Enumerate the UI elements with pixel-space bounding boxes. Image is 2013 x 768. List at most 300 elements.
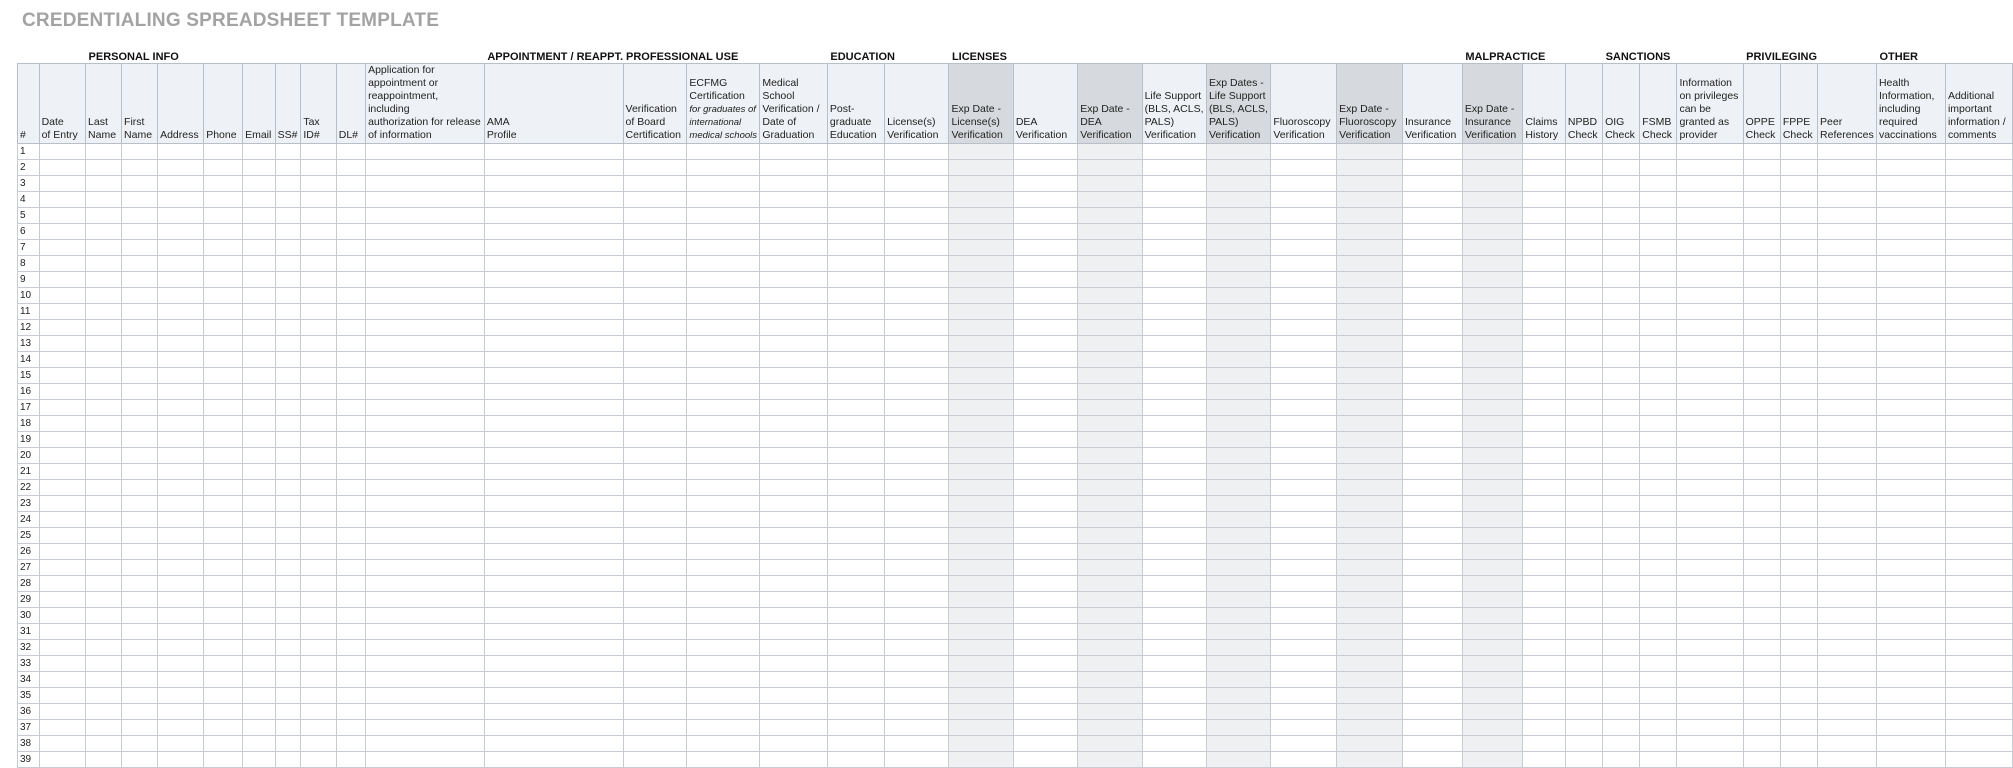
table-cell[interactable] (1640, 720, 1677, 736)
table-cell[interactable] (1603, 256, 1640, 272)
table-cell[interactable] (366, 560, 485, 576)
table-cell[interactable] (1078, 736, 1142, 752)
table-cell[interactable] (1818, 560, 1877, 576)
table-cell[interactable] (275, 512, 301, 528)
table-cell[interactable] (366, 496, 485, 512)
table-cell[interactable] (1013, 368, 1077, 384)
table-cell[interactable] (243, 496, 276, 512)
table-cell[interactable] (827, 688, 884, 704)
table-cell[interactable] (1945, 592, 2012, 608)
table-cell[interactable] (1523, 384, 1565, 400)
table-cell[interactable] (1876, 528, 1945, 544)
table-cell[interactable] (1523, 688, 1565, 704)
table-cell[interactable] (1462, 576, 1523, 592)
table-cell[interactable] (1462, 224, 1523, 240)
table-cell[interactable] (1013, 448, 1077, 464)
table-cell[interactable] (1640, 544, 1677, 560)
table-cell[interactable] (1565, 432, 1602, 448)
table-cell[interactable] (204, 288, 243, 304)
table-cell[interactable] (204, 384, 243, 400)
table-cell[interactable] (949, 448, 1013, 464)
table-cell[interactable] (366, 512, 485, 528)
table-cell[interactable] (366, 432, 485, 448)
table-cell[interactable] (1565, 640, 1602, 656)
table-cell[interactable] (1206, 400, 1270, 416)
table-cell[interactable] (484, 336, 623, 352)
table-cell[interactable] (1780, 448, 1817, 464)
table-cell[interactable] (1565, 272, 1602, 288)
table-cell[interactable] (1523, 704, 1565, 720)
table-cell[interactable] (301, 656, 336, 672)
table-cell[interactable] (1078, 544, 1142, 560)
table-cell[interactable] (336, 288, 365, 304)
table-cell[interactable] (1402, 624, 1462, 640)
table-cell[interactable] (1013, 704, 1077, 720)
table-cell[interactable] (687, 752, 760, 768)
table-cell[interactable] (1743, 256, 1780, 272)
table-cell[interactable] (1078, 160, 1142, 176)
table-cell[interactable] (1780, 304, 1817, 320)
table-cell[interactable] (1337, 176, 1403, 192)
table-cell[interactable] (827, 496, 884, 512)
table-cell[interactable] (336, 720, 365, 736)
table-cell[interactable] (158, 400, 204, 416)
table-cell[interactable] (1271, 336, 1337, 352)
table-cell[interactable] (623, 192, 687, 208)
table-cell[interactable] (1402, 192, 1462, 208)
table-cell[interactable] (1780, 592, 1817, 608)
table-cell[interactable] (243, 608, 276, 624)
table-cell[interactable] (1078, 272, 1142, 288)
table-cell[interactable] (1402, 416, 1462, 432)
table-cell[interactable] (122, 176, 158, 192)
table-cell[interactable] (484, 240, 623, 256)
table-cell[interactable] (301, 368, 336, 384)
table-cell[interactable] (204, 352, 243, 368)
table-cell[interactable] (949, 496, 1013, 512)
table-cell[interactable] (484, 640, 623, 656)
table-cell[interactable] (1876, 352, 1945, 368)
table-cell[interactable] (122, 352, 158, 368)
table-cell[interactable] (1640, 656, 1677, 672)
table-cell[interactable] (827, 240, 884, 256)
column-header[interactable] (623, 64, 687, 144)
table-cell[interactable] (122, 576, 158, 592)
column-header[interactable] (949, 64, 1013, 144)
table-cell[interactable] (336, 304, 365, 320)
table-cell[interactable] (158, 288, 204, 304)
table-cell[interactable] (760, 752, 828, 768)
table-cell[interactable] (1743, 464, 1780, 480)
table-cell[interactable] (1206, 144, 1270, 160)
table-cell[interactable] (1271, 224, 1337, 240)
table-cell[interactable] (949, 320, 1013, 336)
table-cell[interactable] (1876, 480, 1945, 496)
table-cell[interactable] (336, 352, 365, 368)
column-header[interactable] (1818, 64, 1877, 144)
table-cell[interactable] (1142, 240, 1206, 256)
table-cell[interactable] (1523, 640, 1565, 656)
column-header[interactable] (336, 64, 365, 144)
table-cell[interactable] (1271, 416, 1337, 432)
table-cell[interactable] (1743, 144, 1780, 160)
table-cell[interactable] (86, 560, 122, 576)
table-cell[interactable] (949, 400, 1013, 416)
table-cell[interactable] (1402, 432, 1462, 448)
table-cell[interactable] (1945, 560, 2012, 576)
table-cell[interactable] (1603, 288, 1640, 304)
table-cell[interactable] (301, 272, 336, 288)
table-cell[interactable] (301, 640, 336, 656)
table-cell[interactable] (1818, 160, 1877, 176)
table-cell[interactable] (158, 320, 204, 336)
table-cell[interactable] (1462, 624, 1523, 640)
table-cell[interactable] (687, 512, 760, 528)
table-cell[interactable] (204, 736, 243, 752)
table-cell[interactable] (484, 592, 623, 608)
table-cell[interactable] (1945, 656, 2012, 672)
table-cell[interactable] (1337, 576, 1403, 592)
table-cell[interactable] (243, 368, 276, 384)
table-cell[interactable] (1013, 752, 1077, 768)
table-cell[interactable] (1743, 208, 1780, 224)
table-cell[interactable] (158, 496, 204, 512)
table-cell[interactable] (158, 480, 204, 496)
table-cell[interactable] (1603, 144, 1640, 160)
table-cell[interactable] (760, 192, 828, 208)
table-cell[interactable] (243, 352, 276, 368)
table-cell[interactable] (885, 144, 949, 160)
table-cell[interactable] (204, 720, 243, 736)
table-cell[interactable] (243, 720, 276, 736)
table-cell[interactable] (484, 320, 623, 336)
table-cell[interactable] (623, 384, 687, 400)
table-cell[interactable] (827, 144, 884, 160)
table-cell[interactable] (1640, 240, 1677, 256)
column-header[interactable] (1271, 64, 1337, 144)
table-cell[interactable] (1818, 624, 1877, 640)
table-cell[interactable] (623, 208, 687, 224)
table-cell[interactable] (760, 464, 828, 480)
table-cell[interactable] (1780, 208, 1817, 224)
table-cell[interactable] (1780, 736, 1817, 752)
table-cell[interactable] (1402, 592, 1462, 608)
table-cell[interactable] (1677, 400, 1743, 416)
table-cell[interactable] (366, 752, 485, 768)
table-cell[interactable] (885, 656, 949, 672)
table-cell[interactable] (1603, 656, 1640, 672)
table-cell[interactable] (1945, 384, 2012, 400)
table-cell[interactable] (243, 512, 276, 528)
table-cell[interactable] (1142, 736, 1206, 752)
table-cell[interactable] (122, 160, 158, 176)
table-cell[interactable] (1640, 464, 1677, 480)
table-cell[interactable] (687, 464, 760, 480)
table-cell[interactable] (1603, 272, 1640, 288)
table-cell[interactable] (1078, 208, 1142, 224)
table-cell[interactable] (949, 688, 1013, 704)
table-cell[interactable] (39, 432, 85, 448)
table-cell[interactable] (827, 544, 884, 560)
table-cell[interactable] (623, 448, 687, 464)
table-cell[interactable] (1876, 176, 1945, 192)
table-cell[interactable] (827, 656, 884, 672)
table-cell[interactable] (275, 208, 301, 224)
table-cell[interactable] (336, 448, 365, 464)
table-cell[interactable] (366, 608, 485, 624)
table-cell[interactable] (243, 160, 276, 176)
table-cell[interactable] (336, 176, 365, 192)
table-cell[interactable] (336, 432, 365, 448)
table-cell[interactable] (1780, 192, 1817, 208)
table-cell[interactable] (760, 240, 828, 256)
table-cell[interactable] (1945, 640, 2012, 656)
table-cell[interactable] (158, 352, 204, 368)
table-cell[interactable] (204, 304, 243, 320)
table-cell[interactable] (1271, 160, 1337, 176)
table-cell[interactable] (1876, 720, 1945, 736)
table-cell[interactable] (687, 544, 760, 560)
column-header[interactable] (885, 64, 949, 144)
table-cell[interactable] (1603, 432, 1640, 448)
table-cell[interactable] (336, 480, 365, 496)
table-cell[interactable] (1603, 608, 1640, 624)
table-cell[interactable] (158, 752, 204, 768)
table-cell[interactable] (1945, 480, 2012, 496)
table-cell[interactable] (366, 400, 485, 416)
table-cell[interactable] (275, 624, 301, 640)
table-cell[interactable] (1013, 576, 1077, 592)
table-cell[interactable] (1743, 416, 1780, 432)
column-header[interactable] (1743, 64, 1780, 144)
table-cell[interactable] (158, 448, 204, 464)
table-cell[interactable] (39, 384, 85, 400)
table-cell[interactable] (760, 528, 828, 544)
table-cell[interactable] (1945, 416, 2012, 432)
table-cell[interactable] (760, 544, 828, 560)
table-cell[interactable] (275, 736, 301, 752)
table-cell[interactable] (204, 320, 243, 336)
table-cell[interactable] (885, 688, 949, 704)
table-cell[interactable] (1640, 368, 1677, 384)
table-cell[interactable] (1818, 736, 1877, 752)
table-cell[interactable] (122, 528, 158, 544)
table-cell[interactable] (1013, 320, 1077, 336)
table-cell[interactable] (122, 304, 158, 320)
table-cell[interactable] (39, 496, 85, 512)
table-cell[interactable] (86, 448, 122, 464)
table-cell[interactable] (1523, 448, 1565, 464)
table-cell[interactable] (1142, 224, 1206, 240)
table-cell[interactable] (122, 256, 158, 272)
table-cell[interactable] (336, 512, 365, 528)
table-cell[interactable] (366, 416, 485, 432)
table-cell[interactable] (158, 336, 204, 352)
table-cell[interactable] (1142, 192, 1206, 208)
table-cell[interactable] (336, 400, 365, 416)
table-cell[interactable] (1780, 544, 1817, 560)
table-cell[interactable] (1603, 736, 1640, 752)
table-cell[interactable] (366, 448, 485, 464)
table-cell[interactable] (687, 496, 760, 512)
table-cell[interactable] (827, 448, 884, 464)
table-cell[interactable] (158, 176, 204, 192)
table-cell[interactable] (484, 432, 623, 448)
table-cell[interactable] (1565, 224, 1602, 240)
table-cell[interactable] (1271, 144, 1337, 160)
table-cell[interactable] (1945, 464, 2012, 480)
table-cell[interactable] (204, 192, 243, 208)
table-cell[interactable] (1743, 752, 1780, 768)
table-cell[interactable] (204, 176, 243, 192)
table-cell[interactable] (885, 160, 949, 176)
table-cell[interactable] (366, 576, 485, 592)
table-cell[interactable] (687, 384, 760, 400)
table-cell[interactable] (1206, 736, 1270, 752)
table-cell[interactable] (39, 192, 85, 208)
table-cell[interactable] (760, 704, 828, 720)
table-cell[interactable] (1780, 240, 1817, 256)
table-cell[interactable] (243, 240, 276, 256)
table-cell[interactable] (949, 720, 1013, 736)
table-cell[interactable] (1743, 368, 1780, 384)
table-cell[interactable] (366, 592, 485, 608)
table-cell[interactable] (204, 480, 243, 496)
table-cell[interactable] (949, 592, 1013, 608)
table-cell[interactable] (1078, 624, 1142, 640)
table-cell[interactable] (484, 496, 623, 512)
table-cell[interactable] (1271, 256, 1337, 272)
table-cell[interactable] (39, 400, 85, 416)
table-cell[interactable] (885, 176, 949, 192)
table-cell[interactable] (1078, 528, 1142, 544)
table-cell[interactable] (301, 400, 336, 416)
table-cell[interactable] (1523, 400, 1565, 416)
table-cell[interactable] (1078, 496, 1142, 512)
table-cell[interactable] (1677, 352, 1743, 368)
table-cell[interactable] (687, 224, 760, 240)
table-cell[interactable] (1078, 368, 1142, 384)
table-cell[interactable] (1462, 416, 1523, 432)
column-header[interactable] (158, 64, 204, 144)
table-cell[interactable] (1271, 656, 1337, 672)
table-cell[interactable] (122, 240, 158, 256)
table-cell[interactable] (1780, 720, 1817, 736)
table-cell[interactable] (623, 256, 687, 272)
table-cell[interactable] (1078, 192, 1142, 208)
table-cell[interactable] (1565, 352, 1602, 368)
table-cell[interactable] (204, 656, 243, 672)
table-cell[interactable] (1603, 640, 1640, 656)
table-cell[interactable] (1206, 240, 1270, 256)
table-cell[interactable] (1337, 416, 1403, 432)
table-cell[interactable] (827, 400, 884, 416)
table-cell[interactable] (1462, 496, 1523, 512)
table-cell[interactable] (1780, 160, 1817, 176)
table-cell[interactable] (687, 304, 760, 320)
column-header[interactable] (1462, 64, 1523, 144)
table-cell[interactable] (243, 448, 276, 464)
table-cell[interactable] (949, 336, 1013, 352)
table-cell[interactable] (243, 560, 276, 576)
table-cell[interactable] (949, 608, 1013, 624)
table-cell[interactable] (1677, 496, 1743, 512)
column-header[interactable] (1603, 64, 1640, 144)
table-cell[interactable] (1142, 432, 1206, 448)
table-cell[interactable] (687, 352, 760, 368)
table-cell[interactable] (760, 656, 828, 672)
table-cell[interactable] (1462, 272, 1523, 288)
table-cell[interactable] (1402, 688, 1462, 704)
table-cell[interactable] (1078, 576, 1142, 592)
table-cell[interactable] (39, 624, 85, 640)
table-cell[interactable] (1078, 176, 1142, 192)
table-cell[interactable] (827, 592, 884, 608)
table-cell[interactable] (122, 704, 158, 720)
table-cell[interactable] (1945, 736, 2012, 752)
table-cell[interactable] (1402, 176, 1462, 192)
table-cell[interactable] (1565, 336, 1602, 352)
table-cell[interactable] (827, 352, 884, 368)
table-cell[interactable] (949, 672, 1013, 688)
table-cell[interactable] (366, 192, 485, 208)
table-cell[interactable] (1142, 400, 1206, 416)
table-cell[interactable] (1743, 224, 1780, 240)
table-cell[interactable] (949, 208, 1013, 224)
table-cell[interactable] (1945, 368, 2012, 384)
table-cell[interactable] (1013, 544, 1077, 560)
table-cell[interactable] (1206, 448, 1270, 464)
table-cell[interactable] (204, 608, 243, 624)
table-cell[interactable] (1640, 144, 1677, 160)
table-cell[interactable] (623, 736, 687, 752)
table-cell[interactable] (158, 416, 204, 432)
table-cell[interactable] (623, 656, 687, 672)
table-cell[interactable] (760, 176, 828, 192)
table-cell[interactable] (1565, 560, 1602, 576)
table-cell[interactable] (158, 384, 204, 400)
table-cell[interactable] (39, 640, 85, 656)
table-cell[interactable] (122, 656, 158, 672)
table-cell[interactable] (1271, 544, 1337, 560)
table-cell[interactable] (687, 144, 760, 160)
table-cell[interactable] (366, 160, 485, 176)
table-cell[interactable] (275, 480, 301, 496)
table-cell[interactable] (1013, 288, 1077, 304)
table-cell[interactable] (1402, 608, 1462, 624)
table-cell[interactable] (1677, 224, 1743, 240)
table-cell[interactable] (1640, 704, 1677, 720)
table-cell[interactable] (885, 320, 949, 336)
table-cell[interactable] (1876, 368, 1945, 384)
table-cell[interactable] (1337, 592, 1403, 608)
table-cell[interactable] (301, 208, 336, 224)
table-cell[interactable] (687, 272, 760, 288)
table-cell[interactable] (1271, 672, 1337, 688)
table-cell[interactable] (1565, 288, 1602, 304)
table-cell[interactable] (1945, 720, 2012, 736)
table-cell[interactable] (1677, 592, 1743, 608)
table-cell[interactable] (1271, 288, 1337, 304)
table-cell[interactable] (885, 720, 949, 736)
table-cell[interactable] (1780, 272, 1817, 288)
table-cell[interactable] (336, 576, 365, 592)
table-cell[interactable] (301, 256, 336, 272)
table-cell[interactable] (623, 720, 687, 736)
table-cell[interactable] (1640, 496, 1677, 512)
table-cell[interactable] (1876, 192, 1945, 208)
table-cell[interactable] (827, 608, 884, 624)
